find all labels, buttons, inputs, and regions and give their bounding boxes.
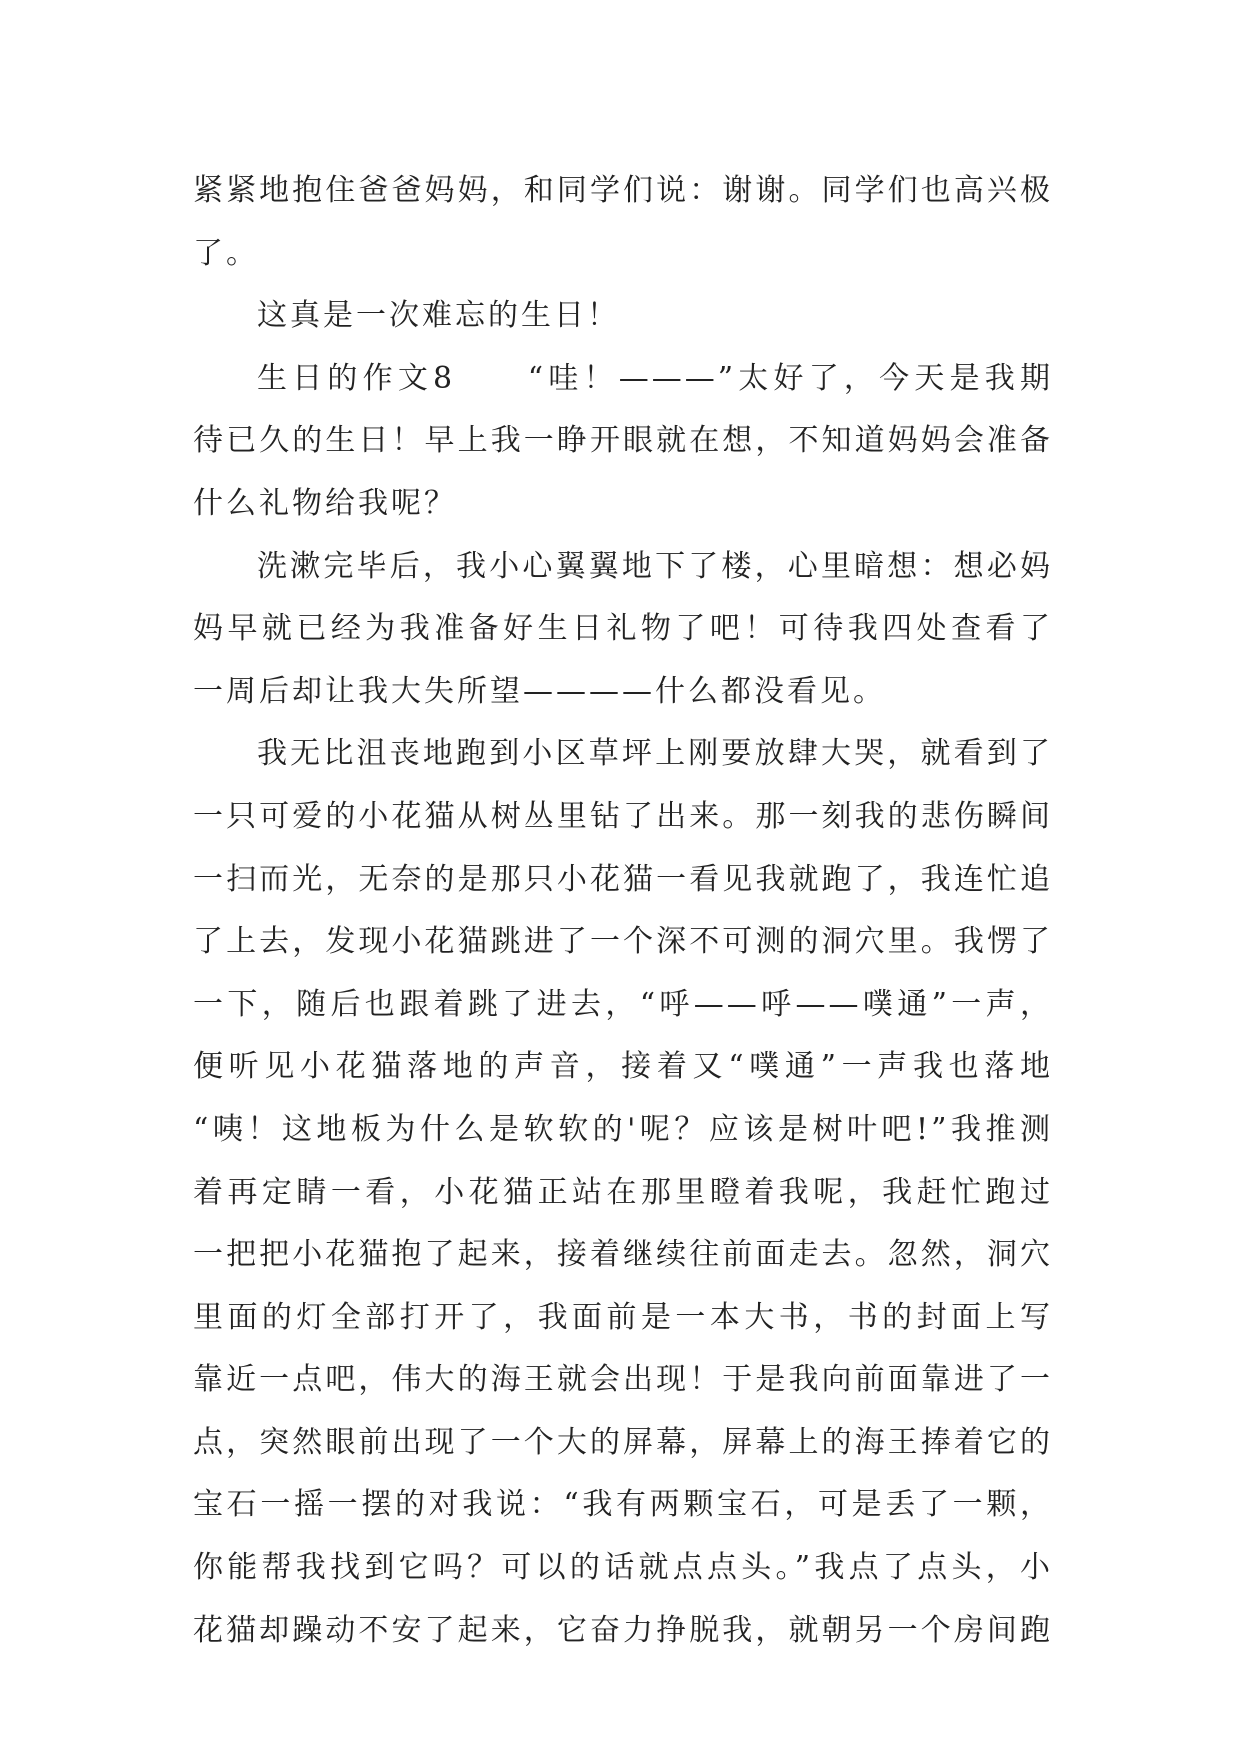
text-line: 我无比沮丧地跑到小区草坪上刚要放肆大哭，就看到了 (257, 736, 1053, 772)
text-line: 一把把小花猫抱了起来，接着继续往前面走去。忽然，洞穴 (193, 1237, 1053, 1273)
text-line: 你能帮我找到它吗？可以的话就点点头。”我点了点头，小 (193, 1550, 1053, 1586)
text-line: 一下，随后也跟着跳了进去，“呼——呼——噗通”一声， (193, 986, 1053, 1022)
text-line: 靠近一点吧，伟大的海王就会出现！于是我向前面靠进了一 (193, 1362, 1053, 1398)
text-line: 什么礼物给我呢？ (193, 485, 457, 521)
text-line: 一周后却让我大失所望————什么都没看见。 (193, 673, 886, 709)
text-line: 宝石一摇一摆的对我说：“我有两颗宝石，可是丢了一颗， (193, 1487, 1053, 1523)
text-line: 紧紧地抱住爸爸妈妈，和同学们说：谢谢。同学们也高兴极 (193, 173, 1053, 208)
text-line: 妈早就已经为我准备好生日礼物了吧！可待我四处查看了 (193, 611, 1053, 647)
text-line: 待已久的生日！早上我一睁开眼就在想，不知道妈妈会准备 (193, 423, 1053, 459)
text-line: 这真是一次难忘的生日！ (257, 298, 620, 334)
text-line: 了。 (193, 235, 259, 271)
text-line: 洗漱完毕后，我小心翼翼地下了楼，心里暗想：想必妈 (257, 548, 1053, 584)
text-line: 一只可爱的小花猫从树丛里钻了出来。那一刻我的悲伤瞬间 (193, 798, 1053, 834)
text-line: 里面的灯全部打开了，我面前是一本大书，书的封面上写 (193, 1299, 1053, 1335)
text-line: 一扫而光，无奈的是那只小花猫一看见我就跑了，我连忙追 (193, 861, 1053, 897)
text-line: 点，突然眼前出现了一个大的屏幕，屏幕上的海王捧着它的 (193, 1424, 1053, 1460)
text-line: 花猫却躁动不安了起来，它奋力挣脱我，就朝另一个房间跑 (193, 1612, 1053, 1648)
text-line: “咦！这地板为什么是软软的'呢？应该是树叶吧!”我推测 (193, 1111, 1053, 1147)
text-line: 着再定睛一看，小花猫正站在那里瞪着我呢，我赶忙跑过 (193, 1174, 1053, 1210)
text-line: 了上去，发现小花猫跳进了一个深不可测的洞穴里。我愣了 (193, 924, 1053, 960)
text-line: 便听见小花猫落地的声音，接着又“噗通”一声我也落地 (193, 1049, 1053, 1085)
document-body (193, 160, 1053, 1662)
text-line: 生日的作文8 “哇！———”太好了，今天是我期 (257, 360, 1053, 396)
